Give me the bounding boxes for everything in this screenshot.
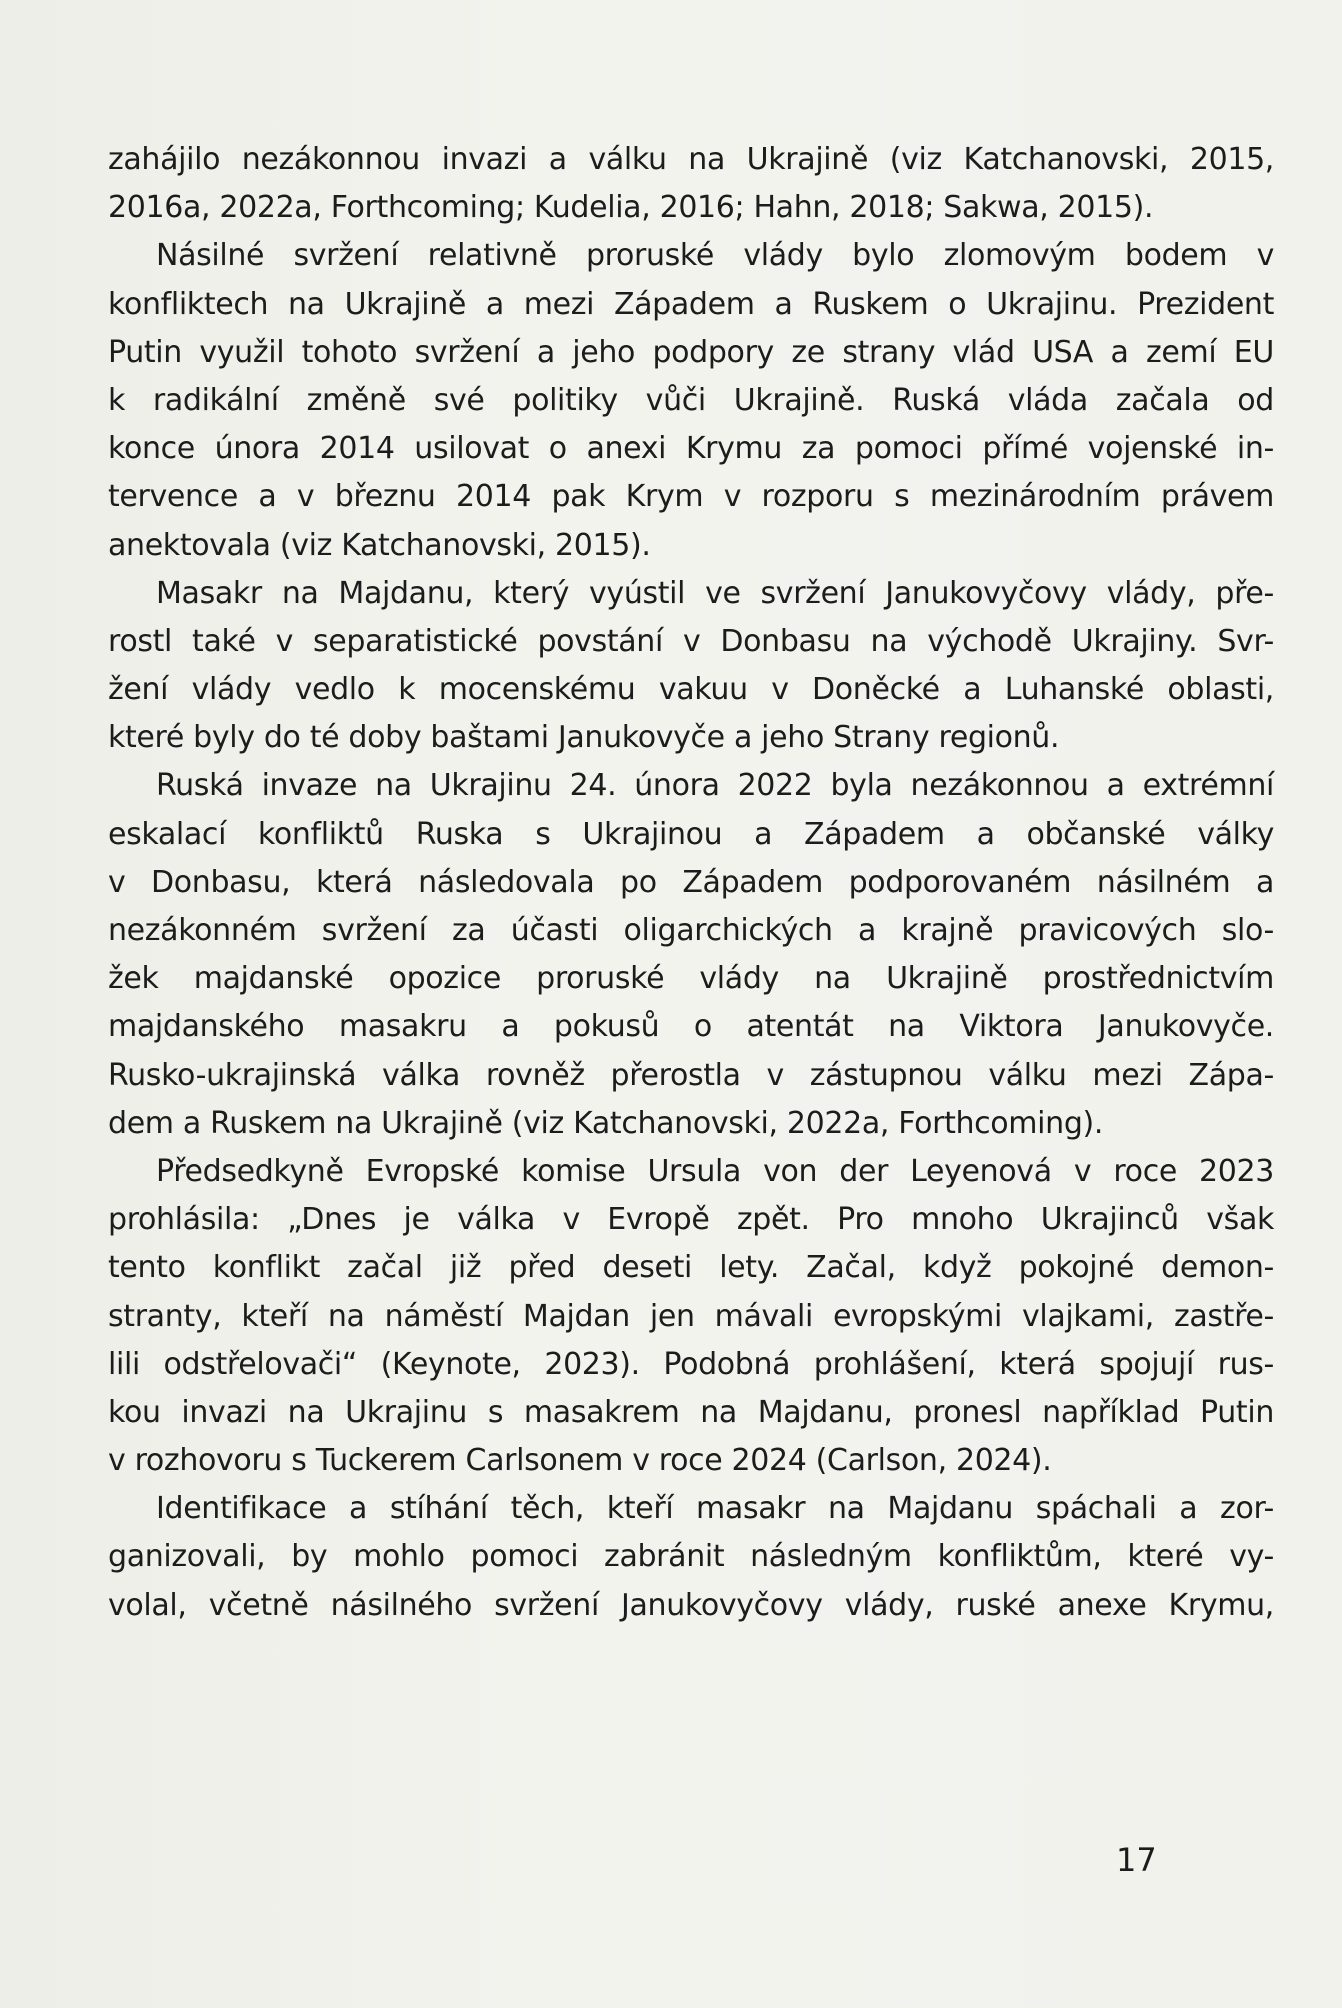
text-line: Rusko-ukrajinská válka rovněž přerostla v zástupnou válku mezi Zápa- — [108, 1057, 1274, 1093]
body-text — [108, 136, 1274, 1630]
text-line: tervence a v březnu 2014 pak Krym v rozporu s mezinárodním právem — [108, 479, 1274, 515]
text-line: zahájilo nezákonnou invazi a válku na Ukrajině (viz Katchanovski, 2015, — [108, 142, 1274, 177]
text-line: Identifikace a stíhání těch, kteří masakr na Majdanu spáchali a zor- — [156, 1491, 1274, 1527]
text-line: dem a Ruskem na Ukrajině (viz Katchanovski, 2022a, Forthcoming). — [108, 1105, 1104, 1141]
text-line: Předsedkyně Evropské komise Ursula von der Leyenová v roce 2023 — [156, 1153, 1274, 1189]
text-line: v rozhovoru s Tuckerem Carlsonem v roce 2024 (Carlson, 2024). — [108, 1443, 1052, 1479]
text-line: 2016a, 2022a, Forthcoming; Kudelia, 2016; Hahn, 2018; Sakwa, 2015). — [108, 190, 1154, 226]
text-line: tento konflikt začal již před deseti lety. Začal, když pokojné demon- — [108, 1250, 1274, 1286]
page-number: 17 — [1116, 1841, 1157, 1879]
text-line: Putin využil tohoto svržení a jeho podpory ze strany vlád USA a zemí EU — [108, 334, 1274, 370]
text-line: lili odstřelovači“ (Keynote, 2023). Podobná prohlášení, která spojují rus- — [108, 1346, 1274, 1382]
text-line: nezákonném svržení za účasti oligarchických a krajně pravicových slo- — [108, 913, 1274, 948]
text-line: rostl také v separatistické povstání v Donbasu na východě Ukrajiny. Svr- — [108, 623, 1274, 659]
text-line: anektovala (viz Katchanovski, 2015). — [108, 527, 651, 563]
text-line: volal, včetně násilného svržení Janukovyčovy vlády, ruské anexe Krymu, — [108, 1587, 1274, 1623]
text-line: konfliktech na Ukrajině a mezi Západem a Ruskem o Ukrajinu. Prezident — [108, 286, 1274, 322]
text-line: žení vlády vedlo k mocenskému vakuu v Doněcké a Luhanské oblasti, — [108, 672, 1274, 708]
text-line: které byly do té doby baštami Janukovyče a jeho Strany regionů. — [108, 720, 1060, 756]
text-line: majdanského masakru a pokusů o atentát na Viktora Janukovyče. — [108, 1009, 1274, 1045]
text-line: stranty, kteří na náměstí Majdan jen mávali evropskými vlajkami, zastře- — [108, 1298, 1274, 1334]
text-line: kou invazi na Ukrajinu s masakrem na Majdanu, pronesl například Putin — [108, 1394, 1274, 1430]
text-line: Masakr na Majdanu, který vyústil ve svržení Janukovyčovy vlády, pře- — [156, 575, 1274, 611]
text-line: ganizovali, by mohlo pomoci zabránit následným konfliktům, které vy- — [108, 1539, 1274, 1575]
text-line: žek majdanské opozice proruské vlády na Ukrajině prostřednictvím — [108, 961, 1274, 997]
text-line: prohlásila: „Dnes je válka v Evropě zpět. Pro mnoho Ukrajinců však — [108, 1202, 1274, 1238]
text-line: eskalací konfliktů Ruska s Ukrajinou a Západem a občanské války — [108, 816, 1274, 852]
text-line: v Donbasu, která následovala po Západem podporovaném násilném a — [108, 864, 1274, 900]
text-line: Násilné svržení relativně proruské vlády bylo zlomovým bodem v — [156, 238, 1274, 274]
text-line: konce února 2014 usilovat o anexi Krymu za pomoci přímé vojenské in- — [108, 431, 1274, 467]
text-line: k radikální změně své politiky vůči Ukrajině. Ruská vláda začala od — [108, 382, 1274, 418]
text-line: Ruská invaze na Ukrajinu 24. února 2022 byla nezákonnou a extrémní — [156, 768, 1274, 804]
